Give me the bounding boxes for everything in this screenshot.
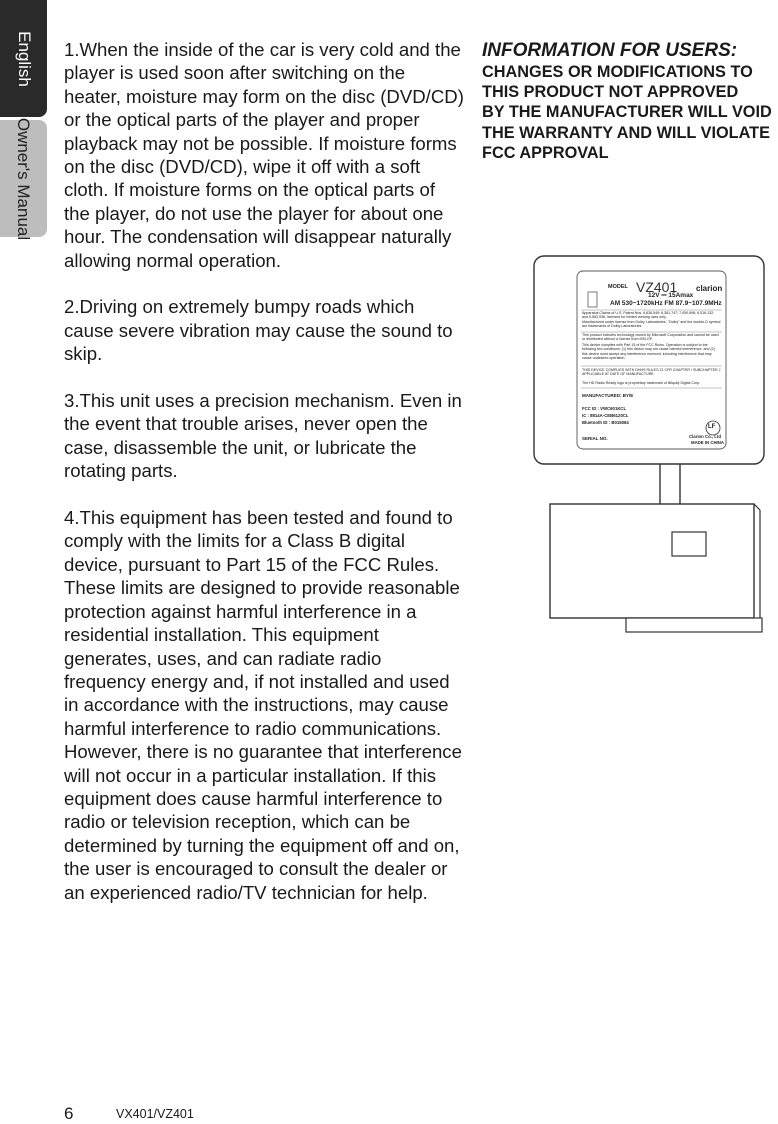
footer-model: VX401/VZ401 [116, 1107, 194, 1121]
label-maker: Clarion Co., Ltd [689, 434, 721, 439]
paragraph-1: 1.When the inside of the car is very cold and the player is used soon after switching on the heater, moisture may form on the disc (DVD/CD) or the optical parts of the player and proper playback may not be possible. If moisture forms on the disc (DVD/CD), wipe it off with a soft cloth. If moisture forms on the optical parts of the player, do not use the player for about one hour. The condensation will disappear naturally allowing normal operation. [64, 39, 464, 271]
language-tab [0, 0, 47, 117]
label-lf-badge: LF [708, 424, 716, 430]
label-made-in: MADE IN CHINA [691, 440, 724, 445]
paragraph-4: 4.This equipment has been tested and found to comply with the limits for a Class B digital device, pursuant to Part 15 of the FCC Rules. These limits are designed to provide reasonable protection against harmful interference in a residential installation. This equipment generates, uses, and can radiate radio frequency energy and, if not installed and used in accordance with the instructions, may cause harmful interference to radio communications. However, there is no guarantee that interference will not occur in a particular installation. If this equipment does cause harmful interference to radio or television reception, which can be determined by turning the equipment off and on, the user is encouraged to consult the dealer or an experienced radio/TV technician for help. [64, 507, 462, 903]
label-power: 12V ⎓ 15Amax [648, 292, 694, 299]
label-location-marker [672, 532, 706, 556]
label-bands: AM 530~1720kHz FM 87.9~107.9MHz [610, 300, 722, 307]
label-fine-1: Apparatus Claims of U.S. Patent Nos. 6,836,549; 6,381,747; 7,050,698; 6,516,132; and 5,583,936, licensed for limited viewing uses only. [582, 311, 715, 320]
paragraph-3: 3.This unit uses a precision mechanism. Even in the event that trouble arises, never open the case, disassemble the unit, or lubricate the rotating parts. [64, 390, 462, 482]
label-fine-5: THIS DEVICE COMPLIES WITH DHHS RULES 21 CFR CHAPTER I SUBCHAPTER J APPLICABLE AT DATE OF MANUFACTURE. [582, 368, 721, 377]
label-model-caption: MODEL [608, 284, 628, 290]
label-model: VZ401 [636, 279, 678, 295]
label-ic: IC : 8814A-CEB6120CL [582, 413, 629, 418]
precautions-column [64, 38, 464, 927]
paragraph-2: 2.Driving on extremely bumpy roads which cause severe vibration may cause the sound to skip. [64, 296, 453, 365]
label-fcc-id: FCC ID : VWC601KCL [582, 406, 627, 411]
radio-unit-base [626, 618, 762, 632]
label-serial: SERIAL NO. [582, 436, 608, 441]
label-manufactured: MANUFACTURED: BY/E [582, 393, 634, 398]
language-tab-label: English [14, 30, 34, 87]
info-text: CHANGES OR MODIFICATIONS TO THIS PRODUCT NOT APPROVED BY THE MANUFACTURER WILL VOID THE WARRANTY AND WILL VIOLATE FCC APPROVAL [482, 63, 772, 162]
radio-unit-box [550, 504, 754, 618]
info-for-users [482, 40, 778, 163]
label-bluetooth: Bluetooth ID : B015064 [582, 420, 629, 425]
page-number: 6 [64, 1104, 74, 1123]
product-label-figure [530, 254, 770, 642]
label-brand: clarion [696, 284, 723, 293]
label-fine-2: Manufactured under license from Dolby Laboratories. "Dolby" and the double-D symbol are trademarks of Dolby Laboratories. [582, 320, 721, 329]
info-title: INFORMATION FOR USERS: [482, 40, 738, 61]
label-fine-4: This device complies with Part 15 of the FCC Rules. Operation is subject to the following two conditions: (1) this device may not cause harmful interference, and (2) this device must accept any interference received, including interference that may cause undesired operation. [582, 343, 715, 361]
section-tab-label: Owner's Manual [14, 117, 34, 240]
section-tab [0, 117, 47, 240]
label-fine-3: This product includes technology owned by Microsoft Corporation and cannot be used or distributed without a license from MSLGP. [582, 333, 719, 342]
label-fine-6: The HD Radio Ready logo is proprietary trademark of iBiquity Digital Corp. [582, 381, 701, 385]
